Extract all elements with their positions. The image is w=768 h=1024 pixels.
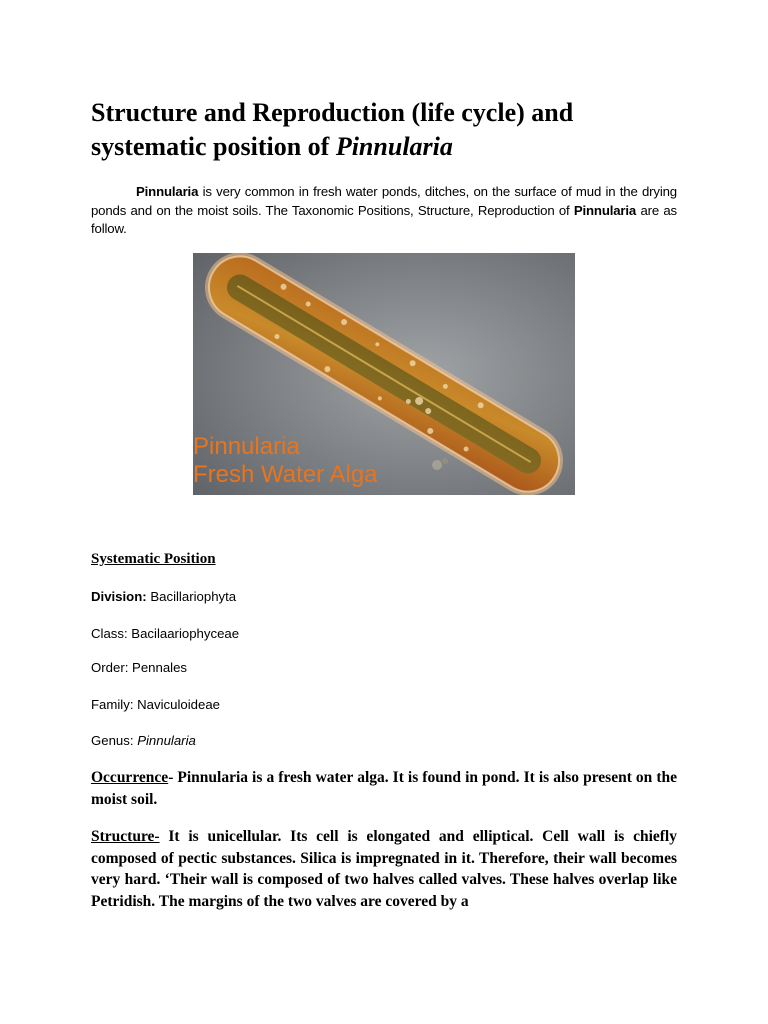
division-label: Division: [91, 589, 147, 604]
occurrence-text: - Pinnularia is a fresh water alga. It is found in pond. It is also present on the moist soil. [91, 769, 677, 808]
title-genus-italic: Pinnularia [335, 132, 453, 161]
taxonomy-family: Family: Naviculoideae [91, 697, 220, 712]
taxonomy-genus [91, 733, 196, 748]
intro-term-1: Pinnularia [136, 184, 199, 199]
title-line-1: Structure and Reproduction (life cycle) and [91, 98, 574, 127]
intro-term-2: Pinnularia [573, 202, 637, 218]
taxonomy-division [91, 589, 236, 604]
title-line-2: systematic position of [91, 132, 336, 161]
occurrence-heading: Occurrence [91, 769, 169, 786]
document-title [91, 96, 691, 164]
structure-text: It is unicellular. Its cell is elongated and elliptical. Cell wall is chiefly composed of pectic substances. Silica is impregnated in it. Therefore, their wall becomes very hard. ‘Their wall is composed of two halves called valves. These halves overlap like Petridish. The margins of the two valves are covered by a [91, 828, 677, 910]
division-value: Bacillariophyta [146, 589, 237, 604]
genus-label: Genus: [91, 733, 138, 748]
genus-value: Pinnularia [137, 733, 196, 748]
intro-text-1: is very common in fresh water ponds, ditches, on the surface of mud in the drying ponds and on the moist soils. The Taxonomic Positions, Structure, Reproduction of [91, 184, 677, 218]
systematic-position-heading: Systematic Position [91, 551, 216, 567]
structure-paragraph [91, 826, 677, 912]
intro-text-2: are as follow. [91, 202, 677, 236]
intro-paragraph [91, 183, 677, 239]
micrograph-caption: Pinnularia Fresh Water Alga [193, 433, 378, 488]
taxonomy-class: Class: Bacilaariophyceae [91, 626, 240, 641]
pinnularia-micrograph [193, 253, 575, 495]
structure-heading: Structure- [91, 828, 160, 845]
taxonomy-order: Order: Pennales [91, 660, 188, 675]
occurrence-paragraph [91, 767, 677, 810]
